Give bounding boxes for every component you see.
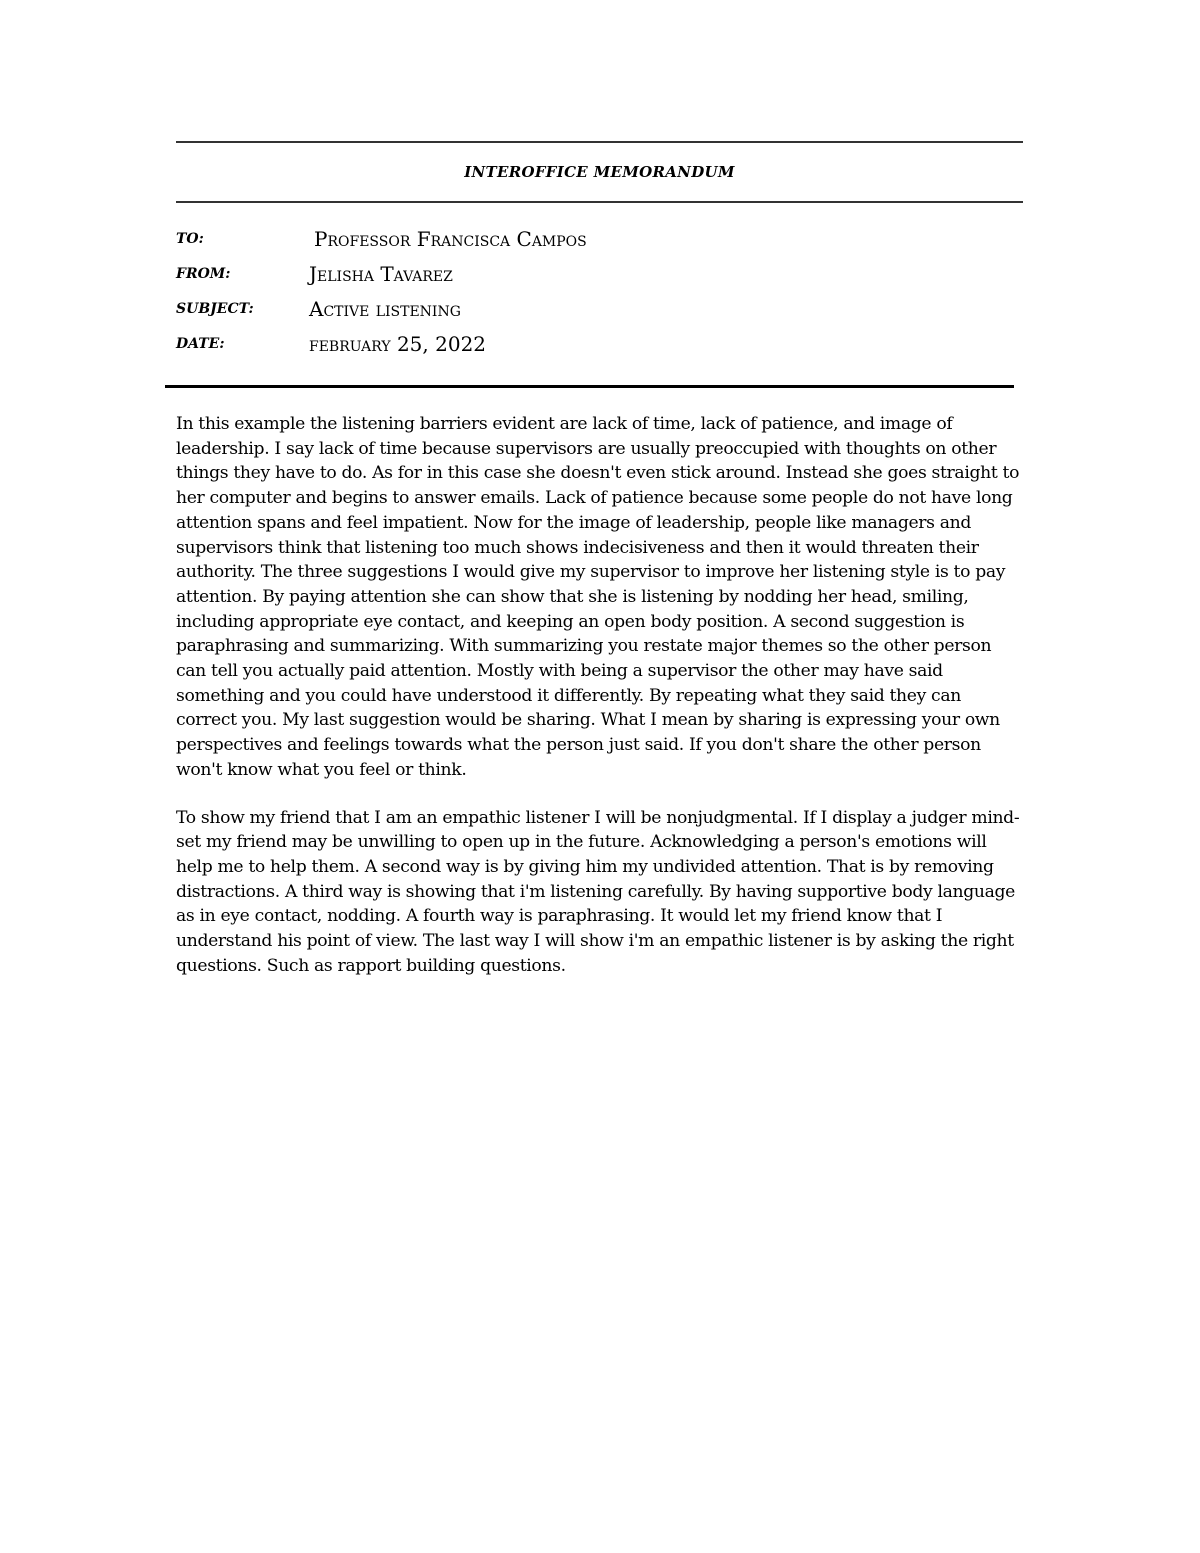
header-bottom-rule	[165, 385, 1014, 388]
from-value: Jelisha Tavarez	[309, 262, 453, 286]
to-value: Professor Francisca Campos	[314, 227, 587, 251]
date-value: february 25, 2022	[309, 332, 487, 356]
top-rule	[176, 141, 1023, 143]
memo-subject-row	[176, 293, 1023, 325]
subject-label: SUBJECT:	[176, 301, 254, 317]
title-rule	[176, 201, 1023, 203]
from-label: FROM:	[176, 266, 231, 282]
memo-body	[176, 412, 1022, 1001]
memo-to-row	[176, 223, 1023, 255]
body-paragraph-2: To show my friend that I am an empathic listener I will be nonjudgmental. If I display a judger mind-set my friend may be unwilling to open up in the future. Acknowledging a person's emotions will help me to help them. A second way is by giving him my undivided attention. That is by removing distractions. A third way is showing that i'm listening carefully. By having supportive body language as in eye contact, nodding. A fourth way is paraphrasing. It would let my friend know that I understand his point of view. The last way I will show i'm an empathic listener is by asking the right questions. Such as rapport building questions.	[176, 807, 1020, 976]
body-paragraph-1: In this example the listening barriers evident are lack of time, lack of patience, and image of leadership. I say lack of time because supervisors are usually preoccupied with thoughts on other things they have to do. As for in this case she doesn't even stick around. Instead she goes straight to her computer and begins to answer emails. Lack of patience because some people do not have long attention spans and feel impatient. Now for the image of leadership, people like managers and supervisors think that listening too much shows indecisiveness and then it would threaten their authority. The three suggestions I would give my supervisor to improve her listening style is to pay attention. By paying attention she can show that she is listening by nodding her head, smiling, including appropriate eye contact, and keeping an open body position. A second suggestion is paraphrasing and summarizing. With summarizing you restate major themes so the other person can tell you actually paid attention. Mostly with being a supervisor the other may have said something and you could have understood it differently. By repeating what they said they can correct you. My last suggestion would be sharing. What I mean by sharing is expressing your own perspectives and feelings towards what the person just said. If you don't share the other person won't know what you feel or think.	[176, 414, 1020, 780]
subject-value: Active listening	[309, 297, 461, 321]
memo-date-row	[176, 328, 1023, 360]
to-label: TO:	[176, 231, 204, 247]
memo-title: INTEROFFICE MEMORANDUM	[464, 163, 735, 181]
memo-from-row	[176, 258, 1023, 290]
date-label: DATE:	[176, 336, 225, 352]
